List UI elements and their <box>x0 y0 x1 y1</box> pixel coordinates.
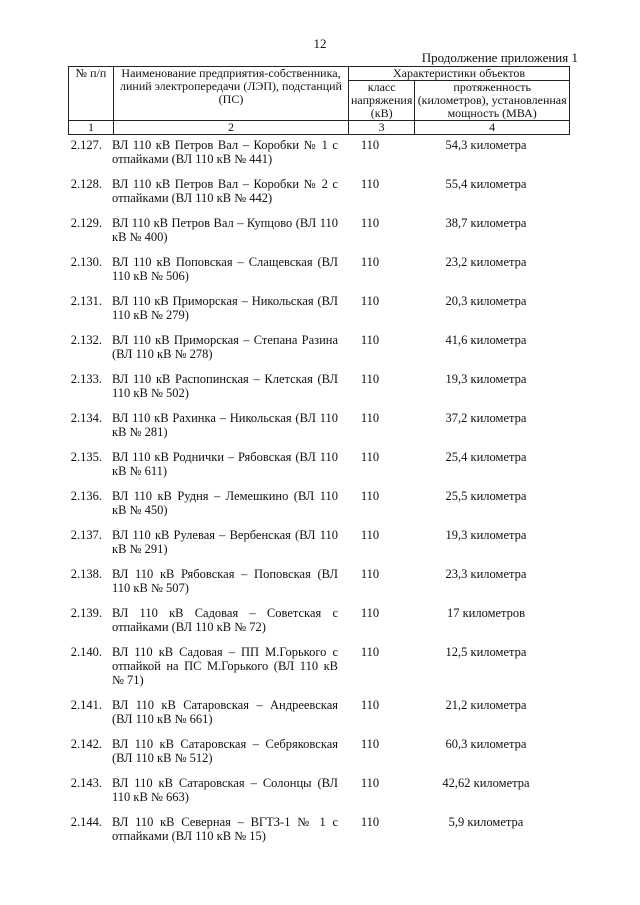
table-row <box>68 177 570 205</box>
row-number: 2.137. <box>70 528 102 542</box>
row-name: ВЛ 110 кВ Поповская – Слащевская (ВЛ 110 кВ № 506) <box>112 255 338 283</box>
table-row <box>68 698 570 726</box>
row-length: 20,3 километра <box>445 294 527 308</box>
table-row <box>68 776 570 804</box>
row-voltage: 110 <box>360 776 380 790</box>
table-row <box>68 216 570 244</box>
row-name: ВЛ 110 кВ Сатаровская – Себряковская (ВЛ 110 кВ № 512) <box>112 737 338 765</box>
header-length: протяженность (километров), установленная мощность (МВА) <box>415 81 570 121</box>
row-number: 2.144. <box>70 815 102 829</box>
row-voltage: 110 <box>360 333 380 347</box>
row-number: 2.143. <box>70 776 102 790</box>
table-row <box>68 294 570 322</box>
row-length: 54,3 километра <box>445 138 527 152</box>
row-length: 17 километров <box>446 606 526 620</box>
row-name: ВЛ 110 кВ Распопинская – Клетская (ВЛ 110 кВ № 502) <box>112 372 338 400</box>
row-name: ВЛ 110 кВ Роднички – Рябовская (ВЛ 110 кВ № 611) <box>112 450 338 478</box>
header-index-1: 1 <box>69 121 114 135</box>
table-row <box>68 567 570 595</box>
row-name: ВЛ 110 кВ Садовая – ПП М.Горького с отпайкой на ПС М.Горького (ВЛ 110 кВ № 71) <box>112 645 338 687</box>
row-length: 19,3 километра <box>445 528 527 542</box>
table-row <box>68 138 570 166</box>
header-index-2: 2 <box>114 121 349 135</box>
row-voltage: 110 <box>360 450 380 464</box>
table-header <box>68 66 570 135</box>
row-name: ВЛ 110 кВ Северная – ВГТЗ-1 № 1 с отпайками (ВЛ 110 кВ № 15) <box>112 815 338 843</box>
header-name: Наименование предприятия-собственника, линий электропередачи (ЛЭП), подстанций (ПС) <box>114 67 349 121</box>
row-number: 2.129. <box>70 216 102 230</box>
row-length: 25,5 километра <box>445 489 527 503</box>
row-number: 2.140. <box>70 645 102 659</box>
row-length: 41,6 километра <box>445 333 527 347</box>
row-number: 2.131. <box>70 294 102 308</box>
row-voltage: 110 <box>360 489 380 503</box>
row-length: 23,2 километра <box>445 255 527 269</box>
page-number: 12 <box>313 36 327 51</box>
row-name: ВЛ 110 кВ Приморская – Никольская (ВЛ 110 кВ № 279) <box>112 294 338 322</box>
table-row <box>68 372 570 400</box>
row-length: 55,4 километра <box>445 177 527 191</box>
row-number: 2.127. <box>70 138 102 152</box>
row-voltage: 110 <box>360 737 380 751</box>
row-length: 37,2 километра <box>445 411 527 425</box>
row-length: 5,9 километра <box>448 815 524 829</box>
header-index-3: 3 <box>349 121 415 135</box>
row-voltage: 110 <box>360 606 380 620</box>
row-number: 2.133. <box>70 372 102 386</box>
row-length: 23,3 километра <box>445 567 527 581</box>
table-row <box>68 606 570 634</box>
row-name: ВЛ 110 кВ Рябовская – Поповская (ВЛ 110 кВ № 507) <box>112 567 338 595</box>
table-row <box>68 411 570 439</box>
row-voltage: 110 <box>360 698 380 712</box>
row-voltage: 110 <box>360 177 380 191</box>
table-row <box>68 450 570 478</box>
row-name: ВЛ 110 кВ Петров Вал – Коробки № 1 с отпайками (ВЛ 110 кВ № 441) <box>112 138 338 166</box>
row-name: ВЛ 110 кВ Сатаровская – Солонцы (ВЛ 110 кВ № 663) <box>112 776 338 804</box>
row-voltage: 110 <box>360 528 380 542</box>
row-voltage: 110 <box>360 645 380 659</box>
row-voltage: 110 <box>360 138 380 152</box>
header-voltage: класс напряжения (кВ) <box>349 81 415 121</box>
row-number: 2.141. <box>70 698 102 712</box>
row-number: 2.138. <box>70 567 102 581</box>
table-row <box>68 815 570 843</box>
row-voltage: 110 <box>360 216 380 230</box>
header-characteristics: Характеристики объектов <box>349 67 570 81</box>
row-length: 42,62 километра <box>442 776 530 790</box>
row-number: 2.134. <box>70 411 102 425</box>
continuation-title: Продолжение приложения 1 <box>421 50 578 65</box>
row-number: 2.139. <box>70 606 102 620</box>
table-row <box>68 333 570 361</box>
header-num: № п/п <box>69 67 114 121</box>
table-row <box>68 528 570 556</box>
row-name: ВЛ 110 кВ Рулевая – Вербенская (ВЛ 110 кВ № 291) <box>112 528 338 556</box>
row-number: 2.135. <box>70 450 102 464</box>
row-length: 19,3 километра <box>445 372 527 386</box>
row-length: 60,3 километра <box>445 737 527 751</box>
table-row <box>68 489 570 517</box>
row-number: 2.130. <box>70 255 102 269</box>
row-number: 2.128. <box>70 177 102 191</box>
row-voltage: 110 <box>360 815 380 829</box>
row-number: 2.142. <box>70 737 102 751</box>
row-name: ВЛ 110 кВ Петров Вал – Коробки № 2 с отпайками (ВЛ 110 кВ № 442) <box>112 177 338 205</box>
table-row <box>68 255 570 283</box>
row-length: 25,4 километра <box>445 450 527 464</box>
row-voltage: 110 <box>360 294 380 308</box>
row-length: 21,2 километра <box>445 698 527 712</box>
table-row <box>68 737 570 765</box>
row-voltage: 110 <box>360 567 380 581</box>
row-name: ВЛ 110 кВ Рудня – Лемешкино (ВЛ 110 кВ № 450) <box>112 489 338 517</box>
row-name: ВЛ 110 кВ Сатаровская – Андреевская (ВЛ 110 кВ № 661) <box>112 698 338 726</box>
row-name: ВЛ 110 кВ Рахинка – Никольская (ВЛ 110 кВ № 281) <box>112 411 338 439</box>
row-voltage: 110 <box>360 372 380 386</box>
row-voltage: 110 <box>360 255 380 269</box>
row-voltage: 110 <box>360 411 380 425</box>
row-name: ВЛ 110 кВ Приморская – Степана Разина (ВЛ 110 кВ № 278) <box>112 333 338 361</box>
row-length: 12,5 километра <box>445 645 527 659</box>
row-number: 2.132. <box>70 333 102 347</box>
table-row <box>68 645 570 687</box>
row-name: ВЛ 110 кВ Садовая – Советская с отпайками (ВЛ 110 кВ № 72) <box>112 606 338 634</box>
row-number: 2.136. <box>70 489 102 503</box>
header-index-4: 4 <box>415 121 570 135</box>
row-name: ВЛ 110 кВ Петров Вал – Купцово (ВЛ 110 кВ № 400) <box>112 216 338 244</box>
row-length: 38,7 километра <box>445 216 527 230</box>
